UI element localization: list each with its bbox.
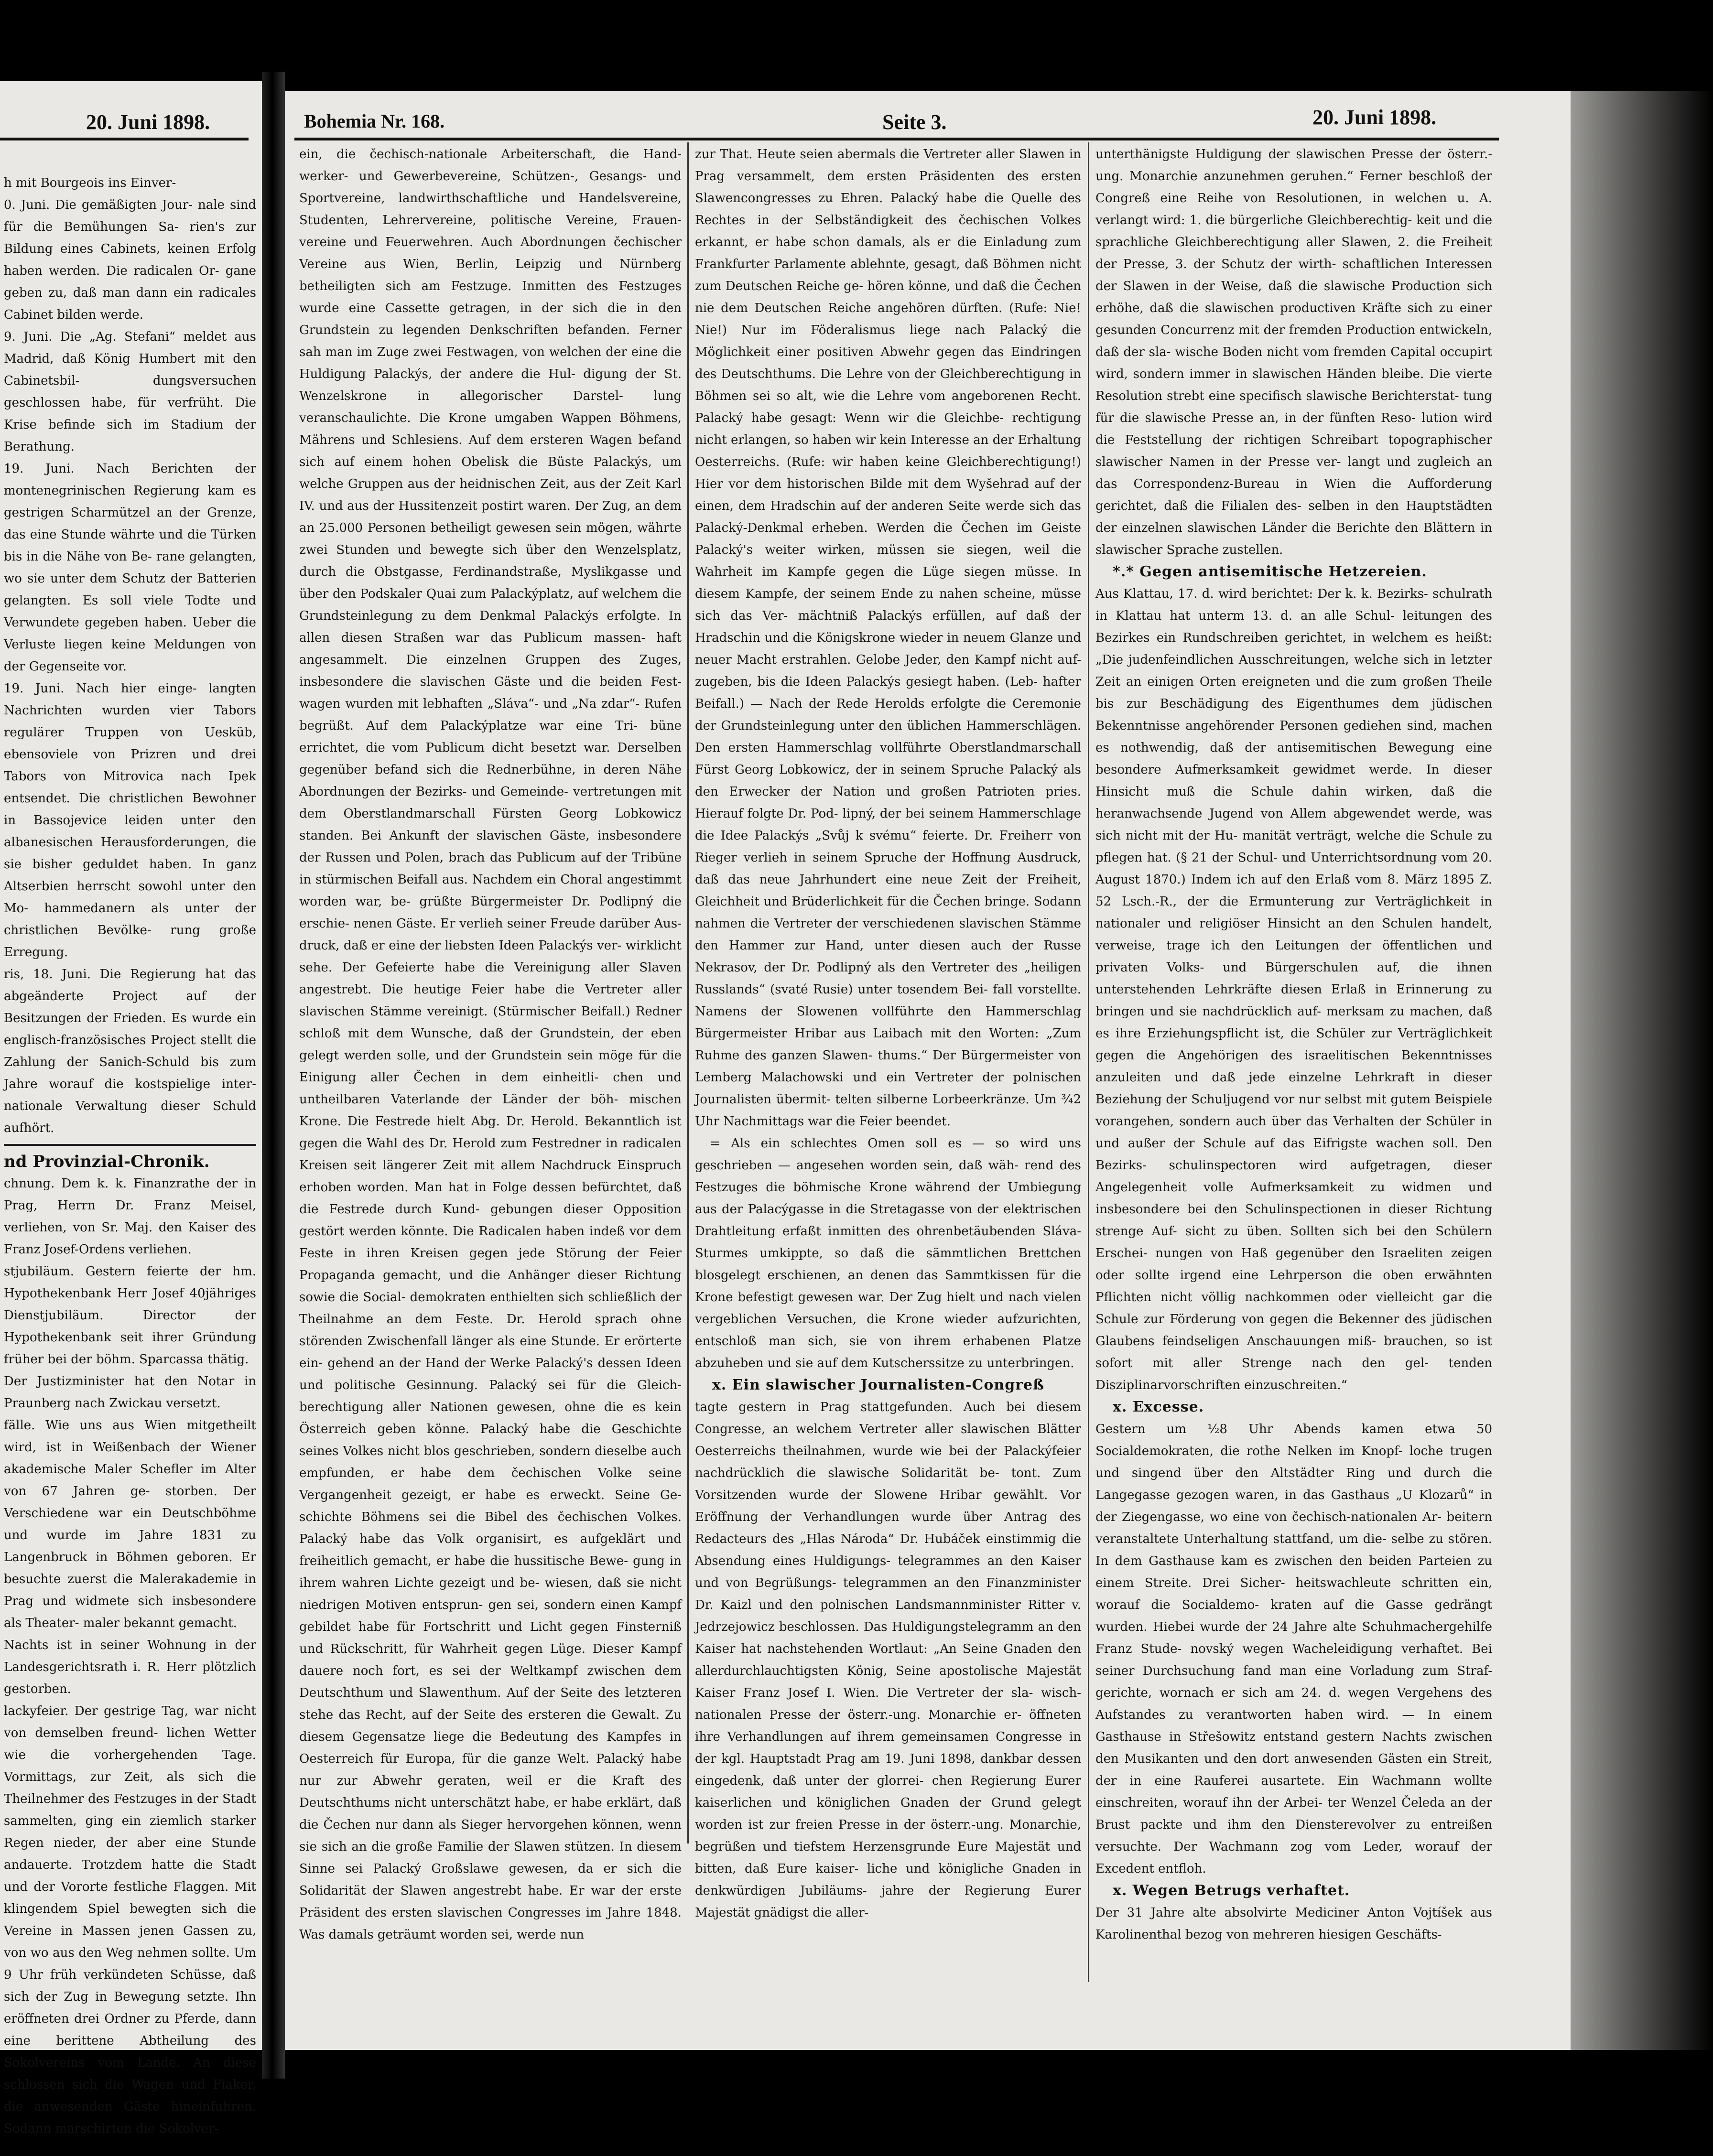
- left-fragment: chnung. Dem k. k. Finanzrathe der in Prag, Herrn Dr. Franz Meisel, verliehen, von Sr. Maj. den Kaiser des Franz Josef-Ordens verliehen.: [4, 1176, 256, 1257]
- article-paragraph: zur That. Heute seien abermals die Vertreter aller Slawen in Prag versammelt, dem ersten Präsidenten des ersten Slawencongresses zu Ehren. Palacký habe die Quelle des Rechtes in der Selbständigkeit des čechischen Volkes erkannt, er habe schon damals, als er die Einladung zum Frankfurter Parlamente ablehnte, gesagt, daß Böhmen nicht zum Deutschen Reiche ge- hören könne, und daß die Čechen nie dem Deutschen Reiche angehören dürften. (Rufe: Nie! Nie!) Nur im Föderalismus liege nach Palacký die Möglichkeit einer positiven Abwehr gegen das Eindringen des Deutschthums. Die Lehre von der Gleichberechtigung in Böhmen sei so alt, wie die Lehre vom angeborenen Recht. Palacký habe gesagt: Wenn wir die Gleichbe- rechtigung nicht erlangen, so haben wir kein Interesse an der Erhaltung Oesterreichs. (Rufe: wir haben keine Gleichberechtigung!) Hier vor dem historischen Bilde mit dem Wyšehrad auf der einen, dem Hradschin auf der anderen Seite werde sich das Palacký-Denkmal erheben. Werden die Čechen im Geiste Palacký's weiter wirken, müssen sie siegen, weil die Wahrheit im Kampfe gegen die Lüge siegen müsse. In diesem Kampfe, der seinem Ende zu nahen scheine, müsse sich das Ver- mächtniß Palackýs erfüllen, auf daß der Hradschin und die Königskrone wieder in neuem Glanze und neuer Macht erstrahlen. Gelobe Jeder, den Kampf nicht auf- zugeben, bis die Ideen Palackýs gesiegt haben. (Leb- hafter Beifall.) — Nach der Rede Herolds erfolgte die Ceremonie der Grundsteinlegung unter den üblichen Hammerschlägen. Den ersten Hammerschlag vollführte Oberstlandmarschall Fürst Georg Lobkowicz, der in seinem Spruche Palacký als den Erwecker der Nation und großen Patrioten pries. Hierauf folgte Dr. Pod- lipný, der bei seinem Hammerschlage die Idee Palackýs „Svůj k svému“ feierte. Dr. Freiherr von Rieger verlieh in seinem Spruche der Hoffnung Ausdruck, daß das neue Jahrhundert eine neue Zeit der Freiheit, Gleichheit und Brüderlichkeit für die Čechen bringe. Sodann nahmen die Vertreter der verschiedenen slavischen Stämme den Hammer zur Hand, unter diesen auch der Russe Nekrasov, der Dr. Podlipný als den Vertreter des „heiligen Russlands“ (svaté Rusie) unter tosendem Bei- fall vorstellte. Namens der Slowenen vollführte den Hammerschlag Bürgermeister Hribar aus Laibach mit den Worten: „Zum Ruhme des ganzen Slawen- thums.“ Der Bürgermeister von Lemberg Malachowski und ein Vertreter der polnischen Journalisten übermit- telten silberne Lorbeerkränze. Um ¾2 Uhr Nachmittags war die Feier beendet.: [695, 147, 1081, 1129]
- fraud-heading: x. Wegen Betrugs verhaftet.: [1113, 1882, 1350, 1899]
- column-divider: [687, 142, 689, 1843]
- congress-text: tagte gestern in Prag stattgefunden. Auch bei diesem Congresse, an welchem Vertreter aller slawischen Blätter Oesterreichs theilnahmen, wurde wie bei der Palackýfeier nachdrücklich die slawische Solidarität be- tont. Zum Vorsitzenden wurde der Slowene Hribar gewählt. Vor Eröffnung der Verhandlungen wurde über Antrag des Redacteurs des „Hlas Národa“ Dr. Hubáček einstimmig die Absendung eines Huldigungs- telegrammes an den Kaiser und von Begrüßungs- telegrammen an den Finanzminister Dr. Kaizl und den polnischen Landsmannminister Ritter v. Jedrzejowicz beschlossen. Das Huldigungstelegramm an den Kaiser hat nachstehenden Wortlaut: „An Seine Gnaden den allerdurchlauchtigsten König, Seine apostolische Majestät Kaiser Franz Josef I. Wien. Die Vertreter der sla- wisch-nationalen Presse der österr.-ung. Monarchie er- öffneten ihre Verhandlungen auf ihrem gemeinsamen Congresse in der kgl. Hauptstadt Prag am 19. Juni 1898, dankbar dessen eingedenk, daß unter der glorrei- chen Regierung Eurer kaiserlichen und königlichen Gnaden der Grund gelegt worden ist zur freien Presse in der österr.-ung. Monarchie, begrüßen und tiefstem Herzensgrunde Eure Majestät und bitten, daß Eure kaiser- liche und königliche Gnaden in denkwürdigen Jubiläums- jahre der Regierung Eurer Majestät gnädigst die aller-: [695, 1400, 1081, 1920]
- article-paragraph: = Als ein schlechtes Omen soll es — so wird uns geschrieben — angesehen worden sein, daß wäh- rend des Festzuges die böhmische Krone während der Umbiegung aus der Palacýgasse in die Stretagasse von der elektrischen Drahtleitung erfaßt inmitten des ohrenbetäubenden Sláva-Sturmes umkippte, so daß die sämmtlichen Brettchen blosgelegt erschienen, an denen das Sammtkissen für die Krone befestigt gewesen war. Der Zug hielt und nach vielen vergeblichen Versuchen, die Krone wieder aufzurichten, entschloß man sich, sie von ihrem erhabenen Platze abzuheben und sie auf dem Kutscherssitze zu unterbringen.: [695, 1136, 1081, 1370]
- left-fragment: 19. Juni. Nach hier einge- langten Nachrichten wurden vier Tabors regulärer Truppen von Uesküb, ebensoviele von Prizren und drei Tabors von Mitrovica nach Ipek entsendet. Die christlichen Bewohner in Bassojevice leiden unter den albanesischen Herausforderungen, die sie bisher geduldet haben. In ganz Altserbien herrscht sowohl unter den Mo- hammedanern als unter der christlichen Bevölke- rung große Erregung.: [4, 681, 256, 959]
- left-facing-page: [0, 81, 262, 2136]
- resolution-text: unterthänigste Huldigung der slawischen Presse der österr.- ung. Monarchie anzunehmen geruhen.“ Ferner beschloß der Congreß eine Reihe von Resolutionen, in welchen u. A. verlangt wird: 1. die bürgerliche Gleichberechtig- keit und die sprachliche Gleichberechtigung aller Slawen, 2. die Freiheit der Presse, 3. der Schutz der wirth- schaftlichen Interessen der Slawen in der Weise, daß die slawische Production sich erhöhe, daß die slawischen productiven Kräfte sich zu einer gesunden Concurrenz mit der fremden Production entwickeln, daß der sla- wische Boden nicht vom fremden Capital occupirt wird, sondern immer in slawischen Händen bleibe. Die vierte Resolution strebt eine specifisch slawische Berichterstat- tung für die slawische Presse an, in der fünften Reso- lution wird die Feststellung der richtigen Schreibart topographischer slawischer Namen in der Presse ver- langt und zugleich an das Correspondenz-Bureau in Wien die Aufforderung gerichtet, daß die Filialen des- selben in den Hauptstädten der einzelnen slawischen Länder die Berichte den Blättern in slawischer Sprache zustellen.: [1095, 147, 1492, 557]
- congress-heading: x. Ein slawischer Journalisten-Congreß: [712, 1377, 1044, 1393]
- article-column-2: [695, 143, 1081, 1920]
- excess-text: Gestern um ½8 Uhr Abends kamen etwa 50 Socialdemokraten, die rothe Nelken im Knopf- loche trugen und singend über den Altstädter Ring und durch die Langegasse gezogen waren, in das Gasthaus „U Klozarů“ in der Ziegengasse, wo eine von čechisch-nationalen Ar- beitern veranstaltete Unterhaltung stattfand, um die- selbe zu stören. In dem Gasthause kam es zwischen den beiden Parteien zu einem Streite. Drei Sicher- heitswachleute schritten ein, worauf die Socialdemo- kraten auf die Gasse gedrängt wurden. Hiebei wurde der 24 Jahre alte Schuhmachergehilfe Franz Stude- novský wegen Wacheleidigung verhaftet. Bei seiner Durchsuchung fand man eine Vorladung zum Straf- gerichte, wornach er sich am 24. d. wegen Vergehens des Aufstandes zu verantworten haben wird. — In einem Gasthause in Střešowitz entstand gestern Nachts zwischen den Musikanten und den dort anwesenden Gästen ein Streit, der in eine Rauferei ausartete. Ein Wachmann wollte einschreiten, worauf ihn der Arbei- ter Wenzel Čeleda an der Brust packte und ihm den Diensterevolver zu entreißen versuchte. Der Wachmann zog vom Leder, worauf der Excedent entfloh.: [1095, 1422, 1492, 1876]
- page-date: 20. Juni 1898.: [1312, 106, 1437, 129]
- antisemitism-text: Aus Klattau, 17. d. wird berichtet: Der k. k. Bezirks- schulrath in Klattau hat unterm 13. d. an alle Schul- leitungen des Bezirkes ein Rundschreiben gerichtet, in welchem es heißt: „Die judenfeindlichen Ausschreitungen, welche sich in letzter Zeit an einigen Orten ereigneten und die zum großen Theile bis zur Beschädigung des Eigenthumes dem jüdischen Bekenntnisse angehörender Personen gediehen sind, machen es nothwendig, daß der antisemitischen Bewegung eine besondere Aufmerksamkeit gewidmet werde. In dieser Hinsicht muß die Schule dahin wirken, daß die heranwachsende Jugend von Allem abgewendet werde, was sich nicht mit der Hu- manität verträgt, welche die Schule zu pflegen hat. (§ 21 der Schul- und Unterrichtsordnung vom 20. August 1870.) Indem ich auf den Erlaß vom 8. März 1895 Z. 52 Lsch.-R., der die Ermunterung zur Verträglichkeit in nationaler und religiöser Hinsicht an den Schulen handelt, verweise, trage ich den Leitungen der öffentlichen und privaten Volks- und Bürgerschulen auf, die ihnen unterstehenden Lehrkräfte diesen Erlaß in Erinnerung zu bringen und sie nachdrücklich auf- merksam zu machen, daß es ihre Erziehungspflicht ist, die Schüler zur Verträglichkeit gegen die Angehörigen des israelitischen Bekenntnisses anzuleiten und daß jede einzelne Lehrkraft in dieser Beziehung der Schuljugend vor nur selbst mit gutem Beispiele vorangehen, sondern auch über das Verhalten der Schüler in und außer der Schule auf das Eifrigste wachen soll. Den Bezirks- schulinspectoren wird aufgetragen, dieser Angelegenheit volle Aufmerksamkeit zu widmen und insbesondere bei den Schulinspectionen in dieser Richtung strenge Auf- sicht zu üben. Sollten sich bei den Schülern Erschei- nungen von Haß gegenüber den Israeliten zeigen oder sollte irgend eine Lehrperson die oben erwähnten Pflichten nicht völlig nachkommen oder vielleicht gar die Schule zur Förderung von gegen die Bekenner des jüdischen Glaubens feindseligen Anschauungen miß- brauchen, so ist sofort mit aller Strenge nach den gel- tenden Disziplinarvorschriften einzuschreiten.“: [1095, 587, 1492, 1392]
- main-page: [285, 91, 1571, 2050]
- column-divider: [1088, 142, 1089, 1982]
- article-paragraph: ein, die čechisch-nationale Arbeiterschaft, die Hand- werker- und Gewerbevereine, Schützen-, Gesangs- und Sportvereine, landwirthschaftliche und Handelsvereine, Studenten, Lehrervereine, politische Vereine, Frauen- vereine und Feuerwehren. Auch Abordnungen čechischer Vereine aus Wien, Berlin, Leipzig und Nürnberg betheiligten sich am Festzuge. Inmitten des Festzuges wurde eine Cassette getragen, in der sich die in den Grundstein zu legenden Denkschriften befanden. Ferner sah man im Zuge zwei Festwagen, von welchen der eine die Huldigung Palackýs, der andere die Hul- digung der St. Wenzelskrone in allegorischer Darstel- lung veranschaulichte. Die Krone umgaben Wappen Böhmens, Mährens und Schlesiens. Auf dem ersteren Wagen befand sich auf einem hohen Obelisk die Büste Palackýs, um welche Gruppen aus der heidnischen Zeit, aus der Zeit Karl IV. und aus der Hussitenzeit postirt waren. Der Zug, an dem an 25.000 Personen betheiligt gewesen sein mögen, währte zwei Stunden und bewegte sich über den Wenzelsplatz, durch die Obstgasse, Ferdinandstraße, Myslikgasse und über den Podskaler Quai zum Palackýplatz, auf welchem die Grundsteinlegung zu dem Denkmal Palackýs erfolgte. In allen diesen Straßen war das Publicum massen- haft angesammelt. Die einzelnen Gruppen des Zuges, insbesondere die slavischen Gäste und die beiden Fest- wagen wurden mit lebhaften „Sláva“- und „Na zdar“- Rufen begrüßt. Auf dem Palackýplatze war eine Tri- büne errichtet, die vom Publicum dicht besetzt war. Derselben gegenüber befand sich die Rednerbühne, in deren Nähe Abordnungen der Bezirks- und Gemeinde- vertretungen mit dem Oberstlandmarschall Fürsten Georg Lobkowicz standen. Bei Ankunft der slavischen Gäste, insbesondere der Russen und Polen, brach das Publicum auf der Tribüne in stürmischen Beifall aus. Nachdem ein Choral angestimmt worden war, be- grüßte Bürgermeister Dr. Podlipný die erschie- nenen Gäste. Er verlieh seiner Freude darüber Aus- druck, daß er eine der liebsten Ideen Palackýs ver- wirklicht sehe. Der Gefeierte habe die Vereinigung aller Slaven angestrebt. Die heutige Feier habe die Vertreter aller slavischen Stämme vereinigt. (Stürmischer Beifall.) Redner schloß mit dem Wunsche, daß der Grundstein, der eben gelegt werden solle, und der Grundstein sein möge für die Einigung aller Čechen in dem einheitli- chen und untheilbaren Vaterlande der Länder der böh- mischen Krone. Die Festrede hielt Abg. Dr. Herold. Bekanntlich ist gegen die Wahl des Dr. Herold zum Festredner in radicalen Kreisen seit längerer Zeit mit allem Nachdruck Einspruch erhoben worden. Man hat in Folge dessen befürchtet, daß die Festrede durch Kund- gebungen dieser Opposition gestört werden könnte. Die Radicalen haben indeß vor dem Feste in ihren Kreisen gegen jede Störung der Feier Propaganda gemacht, und die Anhänger dieser Richtung sowie die Social- demokraten enthielten sich schließlich der Theilnahme an dem Feste. Dr. Herold sprach ohne störenden Zwischenfall länger als eine Stunde. Er erörterte ein- gehend an der Hand der Werke Palacký's dessen Ideen und politische Gesinnung. Palacký sei für die Gleich- berechtigung aller Nationen gewesen, ohne die es kein Österreich geben könne. Palacký habe die Geschichte seines Volkes nicht blos geschrieben, sondern dieselbe auch empfunden, er habe dem čechischen Volke seine Vergangenheit gezeigt, er habe es erweckt. Seine Ge- schichte Böhmens sei die Bibel des čechischen Volkes. Palacký habe das Volk organisirt, es aufgeklärt und freiheitlich gemacht, er habe die hussitische Bewe- gung in ihrem wahren Lichte gezeigt und be- wiesen, daß sie nicht niedrigen Motiven entsprun- gen sei, sondern einen Kampf gebildet habe für Fortschritt und Licht gegen Finsterniß und Rückschritt, für Wahrheit gegen Lüge. Dieser Kampf dauere noch fort, es sei der Weltkampf zwischen dem Deutschthum und Slawenthum. Auf der Seite des letzteren stehe das Recht, auf der Seite des ersteren die Gewalt. Zu diesem Gegensatze liege die Bedeutung des Kampfes in Oesterreich für Europa, für die ganze Welt. Palacký habe nur zur Abwehr geraten, weil er die Kraft des Deutschthums nicht unterschätzt habe, er habe erklärt, daß die Čechen nur dann als Sieger hervorgehen können, wenn sie sich an die große Familie der Slawen stützen. In diesem Sinne sei Palacký Großslawe gewesen, da er sich die Solidarität der Slawen angestrebt habe. Er war der erste Präsident des ersten slavischen Congresses im Jahre 1848. Was damals geträumt worden sei, werde nun: [299, 147, 682, 1942]
- antisemitism-heading: *.* Gegen antisemitische Hetzereien.: [1113, 563, 1427, 580]
- left-fragment: 0. Juni. Die gemäßigten Jour- nale sind für die Bemühungen Sa- rien's zur Bildung eines Cabinets, keinen Erfolg haben werden. Die radicalen Or- gane geben zu, daß man dann ein radicales Cabinet bilden werde.: [4, 198, 256, 322]
- left-fragment: Nachts ist in seiner Wohnung in der Landesgerichtsrath i. R. Herr plötzlich gestorben.: [4, 1638, 256, 1696]
- left-header-rule: [0, 138, 249, 140]
- left-fragment: lackyfeier. Der gestrige Tag, war nicht von demselben freund- lichen Wetter wie die vorhergehenden Tage. Vormittags, zur Zeit, als sich die Theilnehmer des Festzuges in der Stadt sammelten, ging ein ziemlich starker Regen nieder, der aber eine Stunde andauerte. Trotzdem hatte die Stadt und der Vororte festliche Flaggen. Mit klingendem Spiel bewegten sich die Vereine in Massen jenen Gassen zu, von wo aus den Weg nehmen sollte. Um 9 Uhr früh verkündeten Schüsse, daß sich der Zug in Bewegung setzte. Ihn eröffneten drei Ordner zu Pferde, dann eine berittene Abtheilung des Sokolvereins vom Lande. An diese schlossen sich die Wagen und Fiaker, die anwesenden Gäste hineinfuhren. Sodann marschirten die Sokolver-: [4, 1704, 256, 2136]
- excess-heading: x. Excesse.: [1113, 1399, 1204, 1415]
- article-column-3: [1095, 143, 1492, 1983]
- article-column-1: [299, 143, 682, 1942]
- page-gutter: [262, 72, 285, 2079]
- left-page-date: 20. Juni 1898.: [86, 110, 210, 134]
- left-fragment: 9. Juni. Die „Ag. Stefani“ meldet aus Madrid, daß König Humbert mit den Cabinetsbil- dungsversuchen geschlossen habe, für verfrüht. Die Krise befinde sich im Stadium der Berathung.: [4, 330, 256, 454]
- left-page-column: [4, 172, 256, 2136]
- left-fragment: stjubiläum. Gestern feierte der hm. Hypothekenbank Herr Josef 40jähriges Dienstjubiläum. Director der Hypothekenbank seit ihrer Gründung früher bei der böhm. Sparcassa thätig.: [4, 1264, 256, 1367]
- fraud-text: Der 31 Jahre alte absolvirte Mediciner Anton Vojtíšek aus Karolinenthal bezog von mehreren hiesigen Geschäfts-: [1095, 1906, 1492, 1942]
- page-number: Seite 3.: [882, 110, 947, 134]
- left-section-rule: [4, 1144, 256, 1146]
- left-fragment: 19. Juni. Nach Berichten der montenegrinischen Regierung kam es gestrigen Scharmützel an der Grenze, das eine Stunde währte und die Türken bis in die Nähe von Be- rane gelangten, wo sie unter dem Schutz der Batterien gelangten. Es soll viele Todte und Verwundete gegeben haben. Ueber die Verluste liegen keine Meldungen von der Gegenseite vor.: [4, 462, 256, 674]
- left-fragment: h mit Bourgeois ins Einver-: [4, 176, 176, 190]
- left-fragment: Der Justizminister hat den Notar in Praunberg nach Zwickau versetzt.: [4, 1374, 256, 1411]
- left-fragment: fälle. Wie uns aus Wien mitgetheilt wird, ist in Weißenbach der Wiener akademische Maler Schefler im Alter von 67 Jahren ge- storben. Der Verschiedene war ein Deutschböhme und wurde im Jahre 1831 zu Langenbruck in Böhmen geboren. Er besuchte zuerst die Malerakademie in Prag und widmete sich insbesondere als Theater- maler bekannt gemacht.: [4, 1418, 256, 1630]
- header-rule: [294, 138, 1499, 140]
- left-section-title: nd Provinzial-Chronik.: [4, 1152, 210, 1171]
- left-fragment: ris, 18. Juni. Die Regierung hat das abgeänderte Project auf der Besitzungen der Frieden. Es wurde ein englisch-französisches Project stellt die Zahlung der Sanich-Schuld bis zum Jahre worauf die kostspielige inter- nationale Verwaltung dieser Schuld aufhört.: [4, 967, 256, 1135]
- right-edge-shadow: [1571, 91, 1713, 2050]
- paper-title: Bohemia Nr. 168.: [304, 110, 445, 132]
